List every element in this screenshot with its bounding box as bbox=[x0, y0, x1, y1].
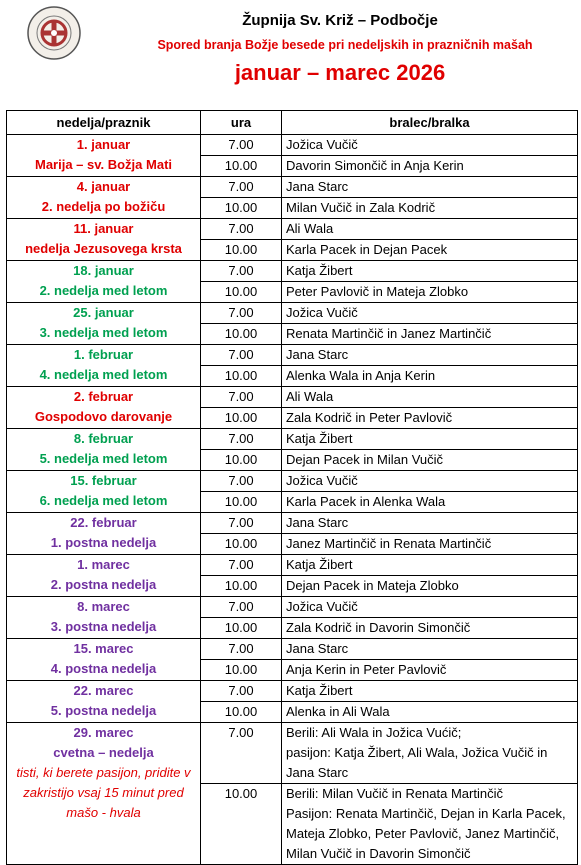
readers-cell: Milan Vučič in Zala Kodrič bbox=[282, 198, 578, 219]
readers-cell: Dejan Pacek in Milan Vučič bbox=[282, 450, 578, 471]
day-cell bbox=[7, 513, 201, 555]
table-row bbox=[7, 597, 578, 618]
day-cell bbox=[7, 303, 201, 345]
reading-schedule-table bbox=[6, 110, 578, 865]
day-name: 6. nedelja med letom bbox=[39, 493, 168, 508]
time-cell: 7.00 bbox=[201, 303, 282, 324]
readers-cell: Katja Žibert bbox=[282, 681, 578, 702]
day-name: 5. nedelja med letom bbox=[39, 451, 168, 466]
day-date: 22. februar bbox=[70, 515, 137, 530]
readers-cell: Katja Žibert bbox=[282, 261, 578, 282]
day-cell bbox=[7, 135, 201, 177]
time-cell: 10.00 bbox=[201, 324, 282, 345]
table-row bbox=[7, 345, 578, 366]
time-cell: 10.00 bbox=[201, 784, 282, 865]
time-cell: 7.00 bbox=[201, 177, 282, 198]
day-date: 18. januar bbox=[73, 263, 134, 278]
day-name: 4. postna nedelja bbox=[50, 661, 157, 676]
schedule-period: januar – marec 2026 bbox=[234, 60, 446, 85]
table-row bbox=[7, 387, 578, 408]
day-date: 2. februar bbox=[73, 389, 134, 404]
readers-cell: Anja Kerin in Peter Pavlovič bbox=[282, 660, 578, 681]
day-cell bbox=[7, 177, 201, 219]
day-cell bbox=[7, 261, 201, 303]
day-date: 25. januar bbox=[73, 305, 134, 320]
day-date: 22. marec bbox=[73, 683, 134, 698]
day-name: 2. nedelja po božiču bbox=[41, 199, 166, 214]
day-name: cvetna – nedelja bbox=[53, 745, 154, 760]
table-row bbox=[7, 681, 578, 702]
time-cell: 7.00 bbox=[201, 513, 282, 534]
readers-cell: Jana Starc bbox=[282, 513, 578, 534]
day-cell bbox=[7, 387, 201, 429]
day-name: Marija – sv. Božja Mati bbox=[34, 157, 173, 172]
time-cell: 10.00 bbox=[201, 282, 282, 303]
time-cell: 7.00 bbox=[201, 429, 282, 450]
day-name: Gospodovo darovanje bbox=[34, 409, 173, 424]
readers-cell: Jana Starc bbox=[282, 639, 578, 660]
readers-cell: Berili: Milan Vučič in Renata Martinčič Pasijon: Renata Martinčič, Dejan in Karla Pacek, Mateja Zlobko, Peter Pavlovič, Janez Martinčič, Milan Vučič in Davorin Simončič bbox=[282, 784, 578, 865]
parish-seal-icon bbox=[27, 6, 81, 60]
day-date: 1. februar bbox=[73, 347, 134, 362]
day-name: 2. postna nedelja bbox=[50, 577, 157, 592]
readers-cell: Jožica Vučič bbox=[282, 597, 578, 618]
passion-note: tisti, ki berete pasijon, pridite v zakristijo vsaj 15 minut pred mašo - hvala bbox=[16, 765, 191, 820]
time-cell: 10.00 bbox=[201, 534, 282, 555]
day-cell bbox=[7, 681, 201, 723]
readers-cell: Ali Wala bbox=[282, 387, 578, 408]
table-row bbox=[7, 303, 578, 324]
day-cell bbox=[7, 639, 201, 681]
time-cell: 10.00 bbox=[201, 240, 282, 261]
readers-cell: Karla Pacek in Alenka Wala bbox=[282, 492, 578, 513]
table-row bbox=[7, 177, 578, 198]
day-date: 1. januar bbox=[76, 137, 131, 152]
day-date: 11. januar bbox=[73, 221, 134, 236]
parish-title: Župnija Sv. Križ – Podbočje bbox=[242, 12, 438, 29]
day-cell bbox=[7, 597, 201, 639]
readers-cell: Davorin Simončič in Anja Kerin bbox=[282, 156, 578, 177]
readers-cell: Jožica Vučič bbox=[282, 135, 578, 156]
day-name: 1. postna nedelja bbox=[50, 535, 157, 550]
table-row bbox=[7, 135, 578, 156]
time-cell: 7.00 bbox=[201, 135, 282, 156]
day-cell bbox=[7, 555, 201, 597]
time-cell: 10.00 bbox=[201, 492, 282, 513]
table-row bbox=[7, 555, 578, 576]
time-cell: 7.00 bbox=[201, 681, 282, 702]
readers-cell: Jana Starc bbox=[282, 345, 578, 366]
table-row bbox=[7, 513, 578, 534]
readers-cell: Jožica Vučič bbox=[282, 303, 578, 324]
readers-cell: Zala Kodrič in Davorin Simončič bbox=[282, 618, 578, 639]
time-cell: 10.00 bbox=[201, 156, 282, 177]
day-date: 1. marec bbox=[77, 557, 130, 572]
time-cell: 10.00 bbox=[201, 660, 282, 681]
readers-cell: Katja Žibert bbox=[282, 555, 578, 576]
day-date: 15. februar bbox=[70, 473, 137, 488]
day-cell bbox=[7, 723, 201, 865]
day-name: 3. postna nedelja bbox=[50, 619, 157, 634]
schedule-body bbox=[7, 135, 578, 865]
day-date: 15. marec bbox=[73, 641, 134, 656]
readers-cell: Dejan Pacek in Mateja Zlobko bbox=[282, 576, 578, 597]
readers-cell: Alenka Wala in Anja Kerin bbox=[282, 366, 578, 387]
column-header-readers: bralec/bralka bbox=[282, 111, 578, 135]
day-name: 4. nedelja med letom bbox=[39, 367, 168, 382]
day-date: 4. januar bbox=[76, 179, 131, 194]
time-cell: 10.00 bbox=[201, 408, 282, 429]
day-name: 3. nedelja med letom bbox=[39, 325, 168, 340]
day-name: 5. postna nedelja bbox=[50, 703, 157, 718]
time-cell: 10.00 bbox=[201, 450, 282, 471]
readers-cell: Jana Starc bbox=[282, 177, 578, 198]
time-cell: 10.00 bbox=[201, 366, 282, 387]
day-name: nedelja Jezusovega krsta bbox=[25, 241, 182, 256]
readers-cell: Zala Kodrič in Peter Pavlovič bbox=[282, 408, 578, 429]
day-cell bbox=[7, 471, 201, 513]
time-cell: 7.00 bbox=[201, 555, 282, 576]
time-cell: 10.00 bbox=[201, 702, 282, 723]
readers-cell: Berili: Ali Wala in Jožica Vućič; pasijon: Katja Žibert, Ali Wala, Jožica Vučič in Jana Starc bbox=[282, 723, 578, 784]
day-cell bbox=[7, 219, 201, 261]
column-header-time: ura bbox=[201, 111, 282, 135]
table-row bbox=[7, 723, 578, 784]
time-cell: 7.00 bbox=[201, 345, 282, 366]
table-row bbox=[7, 639, 578, 660]
day-name: 2. nedelja med letom bbox=[39, 283, 168, 298]
readers-cell: Renata Martinčič in Janez Martinčič bbox=[282, 324, 578, 345]
day-date: 8. marec bbox=[77, 599, 130, 614]
day-cell bbox=[7, 345, 201, 387]
time-cell: 7.00 bbox=[201, 471, 282, 492]
table-row bbox=[7, 471, 578, 492]
time-cell: 7.00 bbox=[201, 387, 282, 408]
readers-cell: Katja Žibert bbox=[282, 429, 578, 450]
time-cell: 7.00 bbox=[201, 219, 282, 240]
time-cell: 7.00 bbox=[201, 723, 282, 784]
day-cell bbox=[7, 429, 201, 471]
table-row bbox=[7, 429, 578, 450]
readers-cell: Alenka in Ali Wala bbox=[282, 702, 578, 723]
time-cell: 10.00 bbox=[201, 618, 282, 639]
time-cell: 10.00 bbox=[201, 198, 282, 219]
readers-cell: Jožica Vučič bbox=[282, 471, 578, 492]
readers-cell: Janez Martinčič in Renata Martinčič bbox=[282, 534, 578, 555]
readers-cell: Ali Wala bbox=[282, 219, 578, 240]
time-cell: 7.00 bbox=[201, 261, 282, 282]
time-cell: 10.00 bbox=[201, 576, 282, 597]
column-header-day: nedelja/praznik bbox=[7, 111, 201, 135]
schedule-subtitle: Spored branja Božje besede pri nedeljskih in prazničnih mašah bbox=[157, 38, 533, 52]
table-row bbox=[7, 219, 578, 240]
day-date: 29. marec bbox=[73, 725, 134, 740]
table-row bbox=[7, 261, 578, 282]
readers-cell: Peter Pavlovič in Mateja Zlobko bbox=[282, 282, 578, 303]
time-cell: 7.00 bbox=[201, 597, 282, 618]
day-date: 8. februar bbox=[73, 431, 134, 446]
time-cell: 7.00 bbox=[201, 639, 282, 660]
readers-cell: Karla Pacek in Dejan Pacek bbox=[282, 240, 578, 261]
